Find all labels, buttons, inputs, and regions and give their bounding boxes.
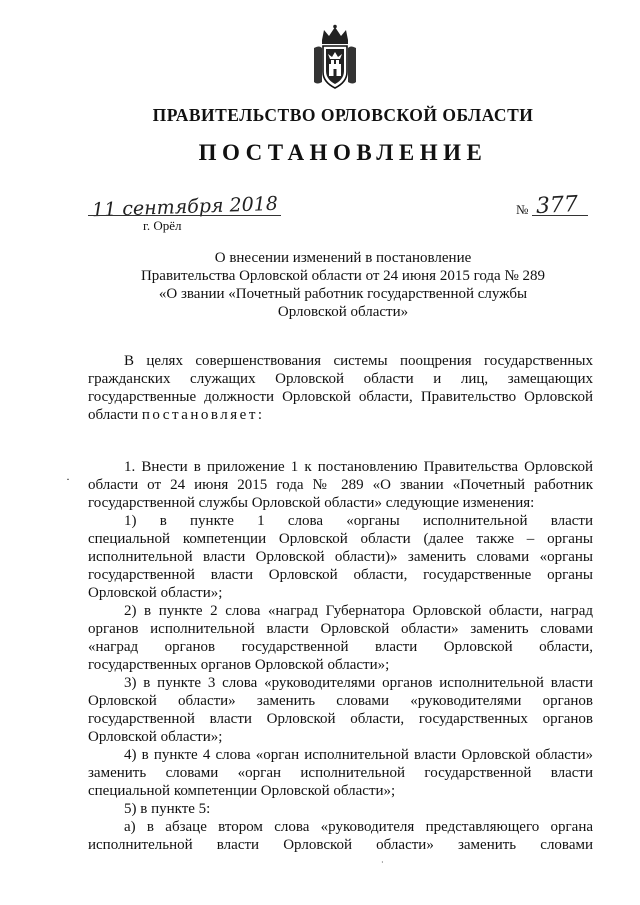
city-label: г. Орёл	[143, 218, 182, 233]
number-underline	[532, 215, 588, 216]
item-line: государственной власти Орловской области, государственные органы	[88, 567, 593, 583]
item-line: исполнительной власти Орловской области)» заменить словами «органы	[88, 549, 593, 565]
subject-line: Орловской области»	[277, 304, 409, 320]
item-line: 2) в пункте 2 слова «наград Губернатора Орловской области, наград	[124, 603, 593, 619]
handwritten-number: 377	[535, 191, 579, 220]
document-subject	[0, 249, 640, 321]
item-line: 5) в пункте 5:	[124, 801, 211, 817]
item-line: 4) в пункте 4 слова «орган исполнительной власти Орловской области»	[124, 747, 593, 763]
item-line: специальной компетенции Орловской области»;	[88, 783, 396, 799]
item-line: Орловской области» заменить словами «руководителями органов	[88, 693, 593, 709]
item-line: государственной власти Орловской области, государственных органов	[88, 711, 593, 727]
number-label: №	[516, 202, 529, 217]
handwritten-date: 11 сентября 2018	[91, 192, 279, 222]
item-line: Орловской области»;	[88, 729, 223, 745]
subject-line: «О звании «Почетный работник государственной службы	[158, 286, 528, 302]
item-line: 3) в пункте 3 слова «руководителями органов исполнительной власти	[124, 675, 593, 691]
coat-of-arms-icon	[312, 24, 358, 90]
item-line: области от 24 июня 2015 года № 289 «О звании «Почетный работник	[88, 477, 593, 493]
item-line: государственных органов Орловской области»;	[88, 657, 390, 673]
item-line: государственной службы Орловской области» следующие изменения:	[88, 495, 535, 511]
item-line: 1) в пункте 1 слова «органы исполнительной власти	[124, 513, 593, 529]
margin-mark: ·	[66, 472, 70, 486]
item-line: специальной компетенции Орловской области (далее также – органы	[88, 531, 593, 547]
item-line: а) в абзаце втором слова «руководителя представляющего органа	[124, 819, 593, 835]
item-line: органов исполнительной власти Орловской области» заменить словами	[88, 621, 593, 637]
document-body	[88, 352, 593, 854]
preamble-line: государственные должности Орловской области, Правительство Орловской	[88, 389, 593, 405]
subject-line: Правительства Орловской области от 24 июня 2015 года № 289	[140, 268, 546, 284]
item-line: исполнительной власти Орловской области» заменить словами	[88, 837, 593, 853]
date-underline	[88, 215, 281, 216]
item-line: «наград органов государственной власти Орловской области,	[88, 639, 593, 655]
item-line: заменить словами «орган исполнительной государственной власти	[88, 765, 593, 781]
preamble-line: В целях совершенствования системы поощрения государственных	[124, 353, 593, 369]
document-type-title: ПОСТАНОВЛЕНИЕ	[198, 140, 488, 165]
bottom-mark: ·	[381, 858, 384, 867]
preamble-line	[88, 406, 593, 424]
organization-name: ПРАВИТЕЛЬСТВО ОРЛОВСКОЙ ОБЛАСТИ	[152, 105, 534, 125]
paragraph-gap	[88, 424, 593, 458]
item-line: 1. Внести в приложение 1 к постановлению Правительства Орловской	[124, 459, 593, 475]
preamble-line: гражданских служащих Орловской области и лиц, замещающих	[88, 371, 593, 387]
subject-line: О внесении изменений в постановление	[214, 250, 472, 266]
preamble-prefix: области	[88, 407, 142, 423]
resolves-word: постановляет:	[141, 407, 265, 423]
item-line: Орловской области»;	[88, 585, 223, 601]
